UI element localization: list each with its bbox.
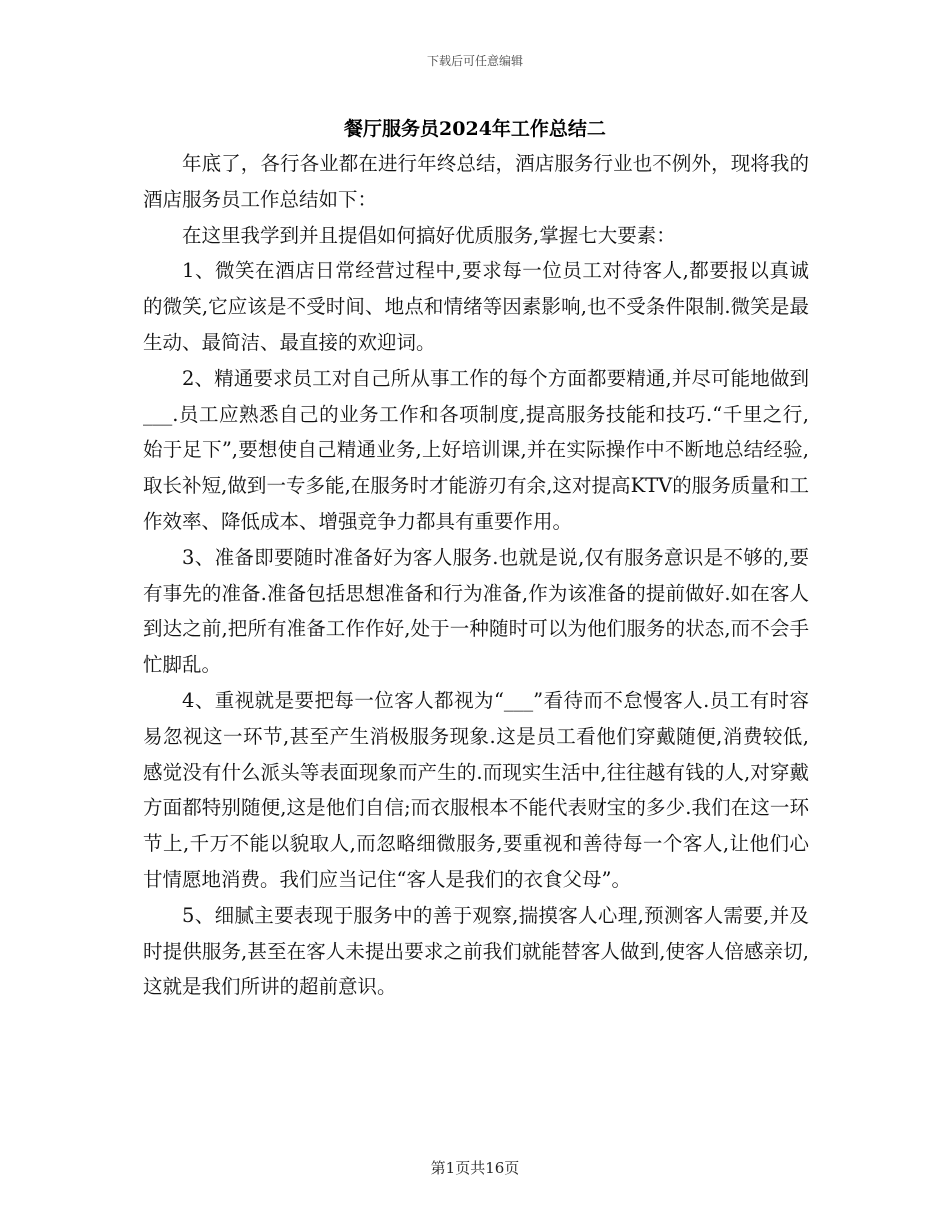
document-title: 餐厅服务员2024年工作总结二: [344, 118, 606, 140]
paragraph-seven-elements: 在这里我学到并且提倡如何搞好优质服务,掌握七大要素：: [182, 223, 676, 247]
paragraph-smile: 1、微笑在酒店日常经营过程中,要求每一位员工对待客人,都要报以真诚的微笑,它应该是不受时间、地点和情绪等因素影响,也不受条件限制.微笑是最生动、最简洁、最直接的欢迎词。: [143, 259, 809, 354]
document-body: [143, 146, 809, 1005]
paragraph-proficiency: 2、精通要求员工对自己所从事工作的每个方面都要精通,并尽可能地做到___.员工应熟悉自己的业务工作和各项制度,提高服务技能和技巧.“千里之行,始于足下”,要想使自己精通业务,上好培训课,并在实际操作中不断地总结经验,取长补短,做到一专多能,在服务时才能游刃有余,这对提高KTV的服务质量和工作效率、降低成本、增强竞争力都具有重要作用。: [143, 366, 809, 533]
paragraph-intro: 年底了，各行各业都在进行年终总结，酒店服务行业也不例外，现将我的酒店服务员工作总结如下：: [143, 152, 809, 211]
paragraph-attention: 4、重视就是要把每一位客人都视为“___”看待而不怠慢客人.员工有时容易忽视这一环节,甚至产生消极服务现象.这是员工看他们穿戴随便,消费较低,感觉没有什么派头等表面现象而产生的.而现实生活中,往往越有钱的人,对穿戴方面都特别随便,这是他们自信;而衣服根本不能代表财宝的多少.我们在这一环节上,千万不能以貌取人,而忽略细微服务,要重视和善待每一个客人,让他们心甘情愿地消费。我们应当记住“客人是我们的衣食父母”。: [143, 688, 809, 891]
page-number: 第1页共16页: [430, 1159, 520, 1177]
paragraph-preparation: 3、准备即要随时准备好为客人服务.也就是说,仅有服务意识是不够的,要有事先的准备.准备包括思想准备和行为准备,作为该准备的提前做好.如在客人到达之前,把所有准备工作作好,处于一种随时可以为他们服务的状态,而不会手忙脚乱。: [143, 545, 809, 677]
paragraph-attentiveness: 5、细腻主要表现于服务中的善于观察,揣摸客人心理,预测客人需要,并及时提供服务,甚至在客人未提出要求之前我们就能替客人做到,使客人倍感亲切,这就是我们所讲的超前意识。: [143, 903, 809, 999]
page-header-note: 下载后可任意编辑: [426, 54, 523, 68]
